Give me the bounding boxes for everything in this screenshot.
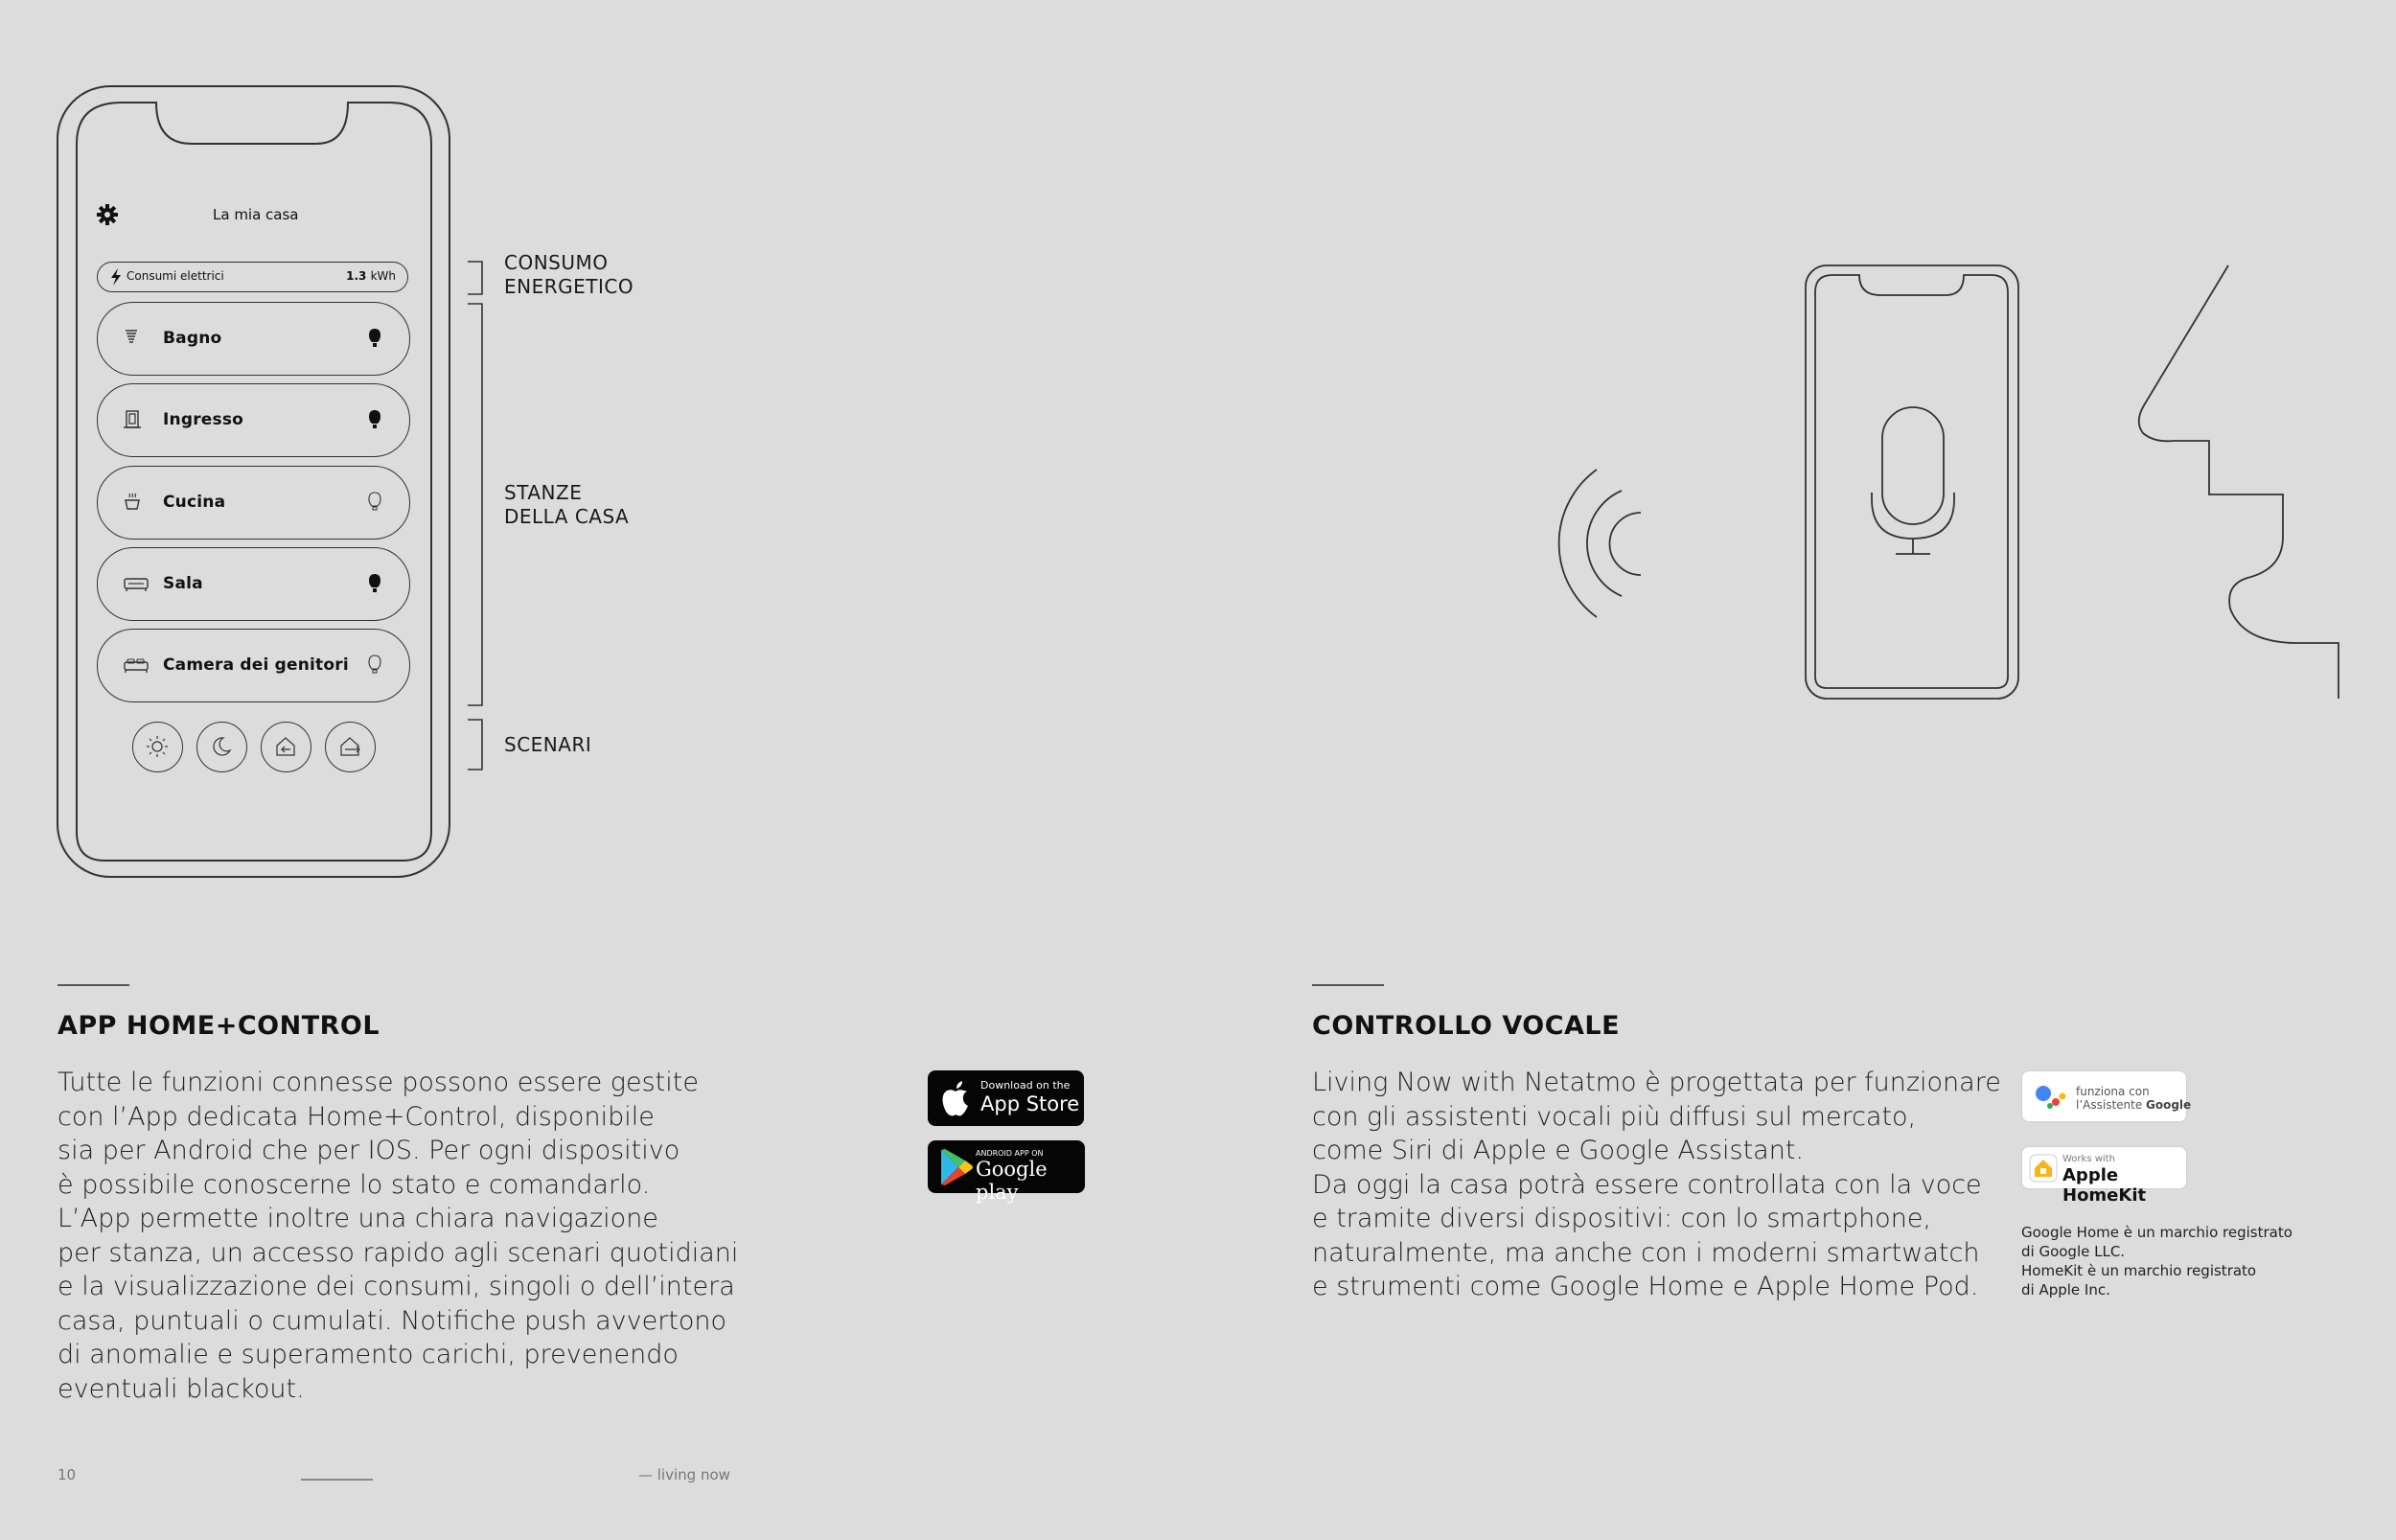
lightning-icon	[109, 268, 123, 286]
homekit-label: Apple HomeKit	[2062, 1165, 2147, 1206]
google-assistant-icon	[2034, 1081, 2072, 1119]
trademark-note: HomeKit è un marchio registrato	[2021, 1262, 2257, 1279]
gear-icon[interactable]	[96, 203, 119, 226]
voice-section-heading: CONTROLLO VOCALE	[1312, 1011, 1621, 1041]
app-store-badge[interactable]	[928, 1070, 1084, 1126]
page-number: 10	[58, 1466, 77, 1483]
body-line: con l’App dedicata Home+Control, disponibile	[58, 1101, 655, 1132]
shower-icon	[123, 328, 150, 349]
google-assistant-badge[interactable]	[2021, 1070, 2192, 1122]
light-bulb-icon[interactable]	[368, 328, 381, 349]
light-bulb-icon[interactable]	[368, 492, 381, 513]
body-line: naturalmente, ma anche con i moderni smartwatch	[1312, 1237, 1980, 1268]
body-line: e tramite diversi dispositivi: con lo smartphone,	[1312, 1204, 1932, 1233]
callout-rooms-line1: STANZE	[504, 481, 583, 504]
door-icon	[123, 409, 150, 430]
room-item[interactable]	[97, 466, 410, 540]
room-label: Camera dei genitori	[163, 655, 349, 676]
homekit-badge[interactable]	[2021, 1146, 2187, 1206]
body-line: e la visualizzazione dei consumi, singoli o dell’intera	[58, 1272, 735, 1301]
callout-consumption-line1: CONSUMO	[504, 251, 609, 274]
moon-icon	[210, 735, 233, 758]
homekit-icon	[2029, 1154, 2058, 1183]
body-line: L’App permette inoltre una chiara navigazione	[58, 1204, 658, 1233]
body-line: come Siri di Apple e Google Assistant.	[1312, 1136, 1804, 1165]
play-store-icon	[937, 1146, 976, 1188]
google-badge-brand: Google	[2146, 1098, 2192, 1112]
body-line: eventuali blackout.	[58, 1373, 305, 1404]
room-item[interactable]	[97, 302, 410, 376]
trademark-note: di Apple Inc.	[2021, 1281, 2110, 1299]
app-title: La mia casa	[213, 206, 299, 223]
callout-scenarios-line1: SCENARI	[504, 733, 592, 756]
room-label: Ingresso	[163, 410, 244, 430]
body-line: Tutte le funzioni connesse possono essere gestite	[58, 1068, 699, 1097]
section-rule-left	[58, 984, 129, 986]
light-bulb-icon[interactable]	[368, 573, 381, 594]
scenario-button[interactable]	[196, 722, 247, 772]
home-leave-icon	[338, 735, 361, 758]
section-rule-right	[1312, 984, 1384, 986]
app-store-small-label: Download on the	[980, 1079, 1071, 1092]
room-label: Cucina	[163, 492, 226, 512]
consumption-bar[interactable]	[97, 262, 408, 292]
callout-rooms-line2: DELLA CASA	[504, 505, 630, 528]
trademark-note: Google Home è un marchio registrato	[2021, 1224, 2292, 1241]
google-play-label: Google play	[976, 1158, 1048, 1204]
body-line: sia per Android che per IOS. Per ogni dispositivo	[58, 1136, 680, 1165]
consumption-label: Consumi elettrici	[127, 269, 224, 283]
scenario-button[interactable]	[325, 722, 376, 772]
callout-scenarios	[504, 733, 591, 757]
room-item[interactable]	[97, 629, 410, 702]
apple-icon	[938, 1076, 977, 1120]
light-bulb-icon[interactable]	[368, 655, 381, 676]
body-line: è possibile conoscerne lo stato e comandarlo.	[58, 1169, 651, 1200]
consumption-value-wrap	[346, 269, 396, 283]
footer-brand: — living now	[638, 1466, 730, 1483]
trademark-notes	[2021, 1223, 2292, 1299]
trademark-note: di Google LLC.	[2021, 1243, 2126, 1260]
app-section-body	[58, 1066, 738, 1406]
google-play-badge[interactable]	[928, 1140, 1085, 1204]
room-item[interactable]	[97, 383, 410, 457]
sofa-icon	[123, 573, 150, 594]
homekit-small-label: Works with	[2062, 1154, 2115, 1164]
bed-icon	[123, 655, 150, 676]
body-line: Living Now with Netatmo è progettata per funzionare	[1312, 1068, 2001, 1097]
pot-icon	[123, 492, 150, 513]
body-line: di anomalie e superamento carichi, prevenendo	[58, 1340, 679, 1369]
body-line: per stanza, un accesso rapido agli scenari quotidiani	[58, 1237, 739, 1268]
sun-icon	[146, 735, 169, 758]
app-section-heading: APP HOME+CONTROL	[58, 1011, 380, 1041]
body-line: Da oggi la casa potrà essere controllata con la voce	[1312, 1169, 1982, 1200]
callout-rooms	[504, 481, 629, 529]
room-item[interactable]	[97, 547, 410, 621]
scenario-button[interactable]	[261, 722, 311, 772]
body-line: con gli assistenti vocali più diffusi sul mercato,	[1312, 1101, 1917, 1132]
callout-consumption	[504, 251, 634, 299]
google-play-small-label: ANDROID APP ON	[976, 1149, 1044, 1158]
home-arrive-icon	[274, 735, 297, 758]
google-badge-line2: l’Assistente	[2076, 1098, 2143, 1112]
body-line: casa, puntuali o cumulati. Notifiche push avvertono	[58, 1305, 727, 1336]
consumption-value: 1.3	[346, 269, 367, 283]
light-bulb-icon[interactable]	[368, 409, 381, 430]
footer-rule	[301, 1479, 373, 1481]
callout-consumption-line2: ENERGETICO	[504, 275, 634, 298]
body-line: e strumenti come Google Home e Apple Home Pod.	[1312, 1272, 1979, 1301]
room-label: Sala	[163, 573, 203, 593]
app-store-label: App Store	[980, 1092, 1080, 1115]
consumption-unit: kWh	[370, 269, 396, 283]
voice-section-body	[1312, 1066, 2001, 1304]
scenario-button[interactable]	[132, 722, 183, 772]
room-label: Bagno	[163, 329, 222, 348]
google-badge-line1: funziona con	[2076, 1085, 2150, 1098]
